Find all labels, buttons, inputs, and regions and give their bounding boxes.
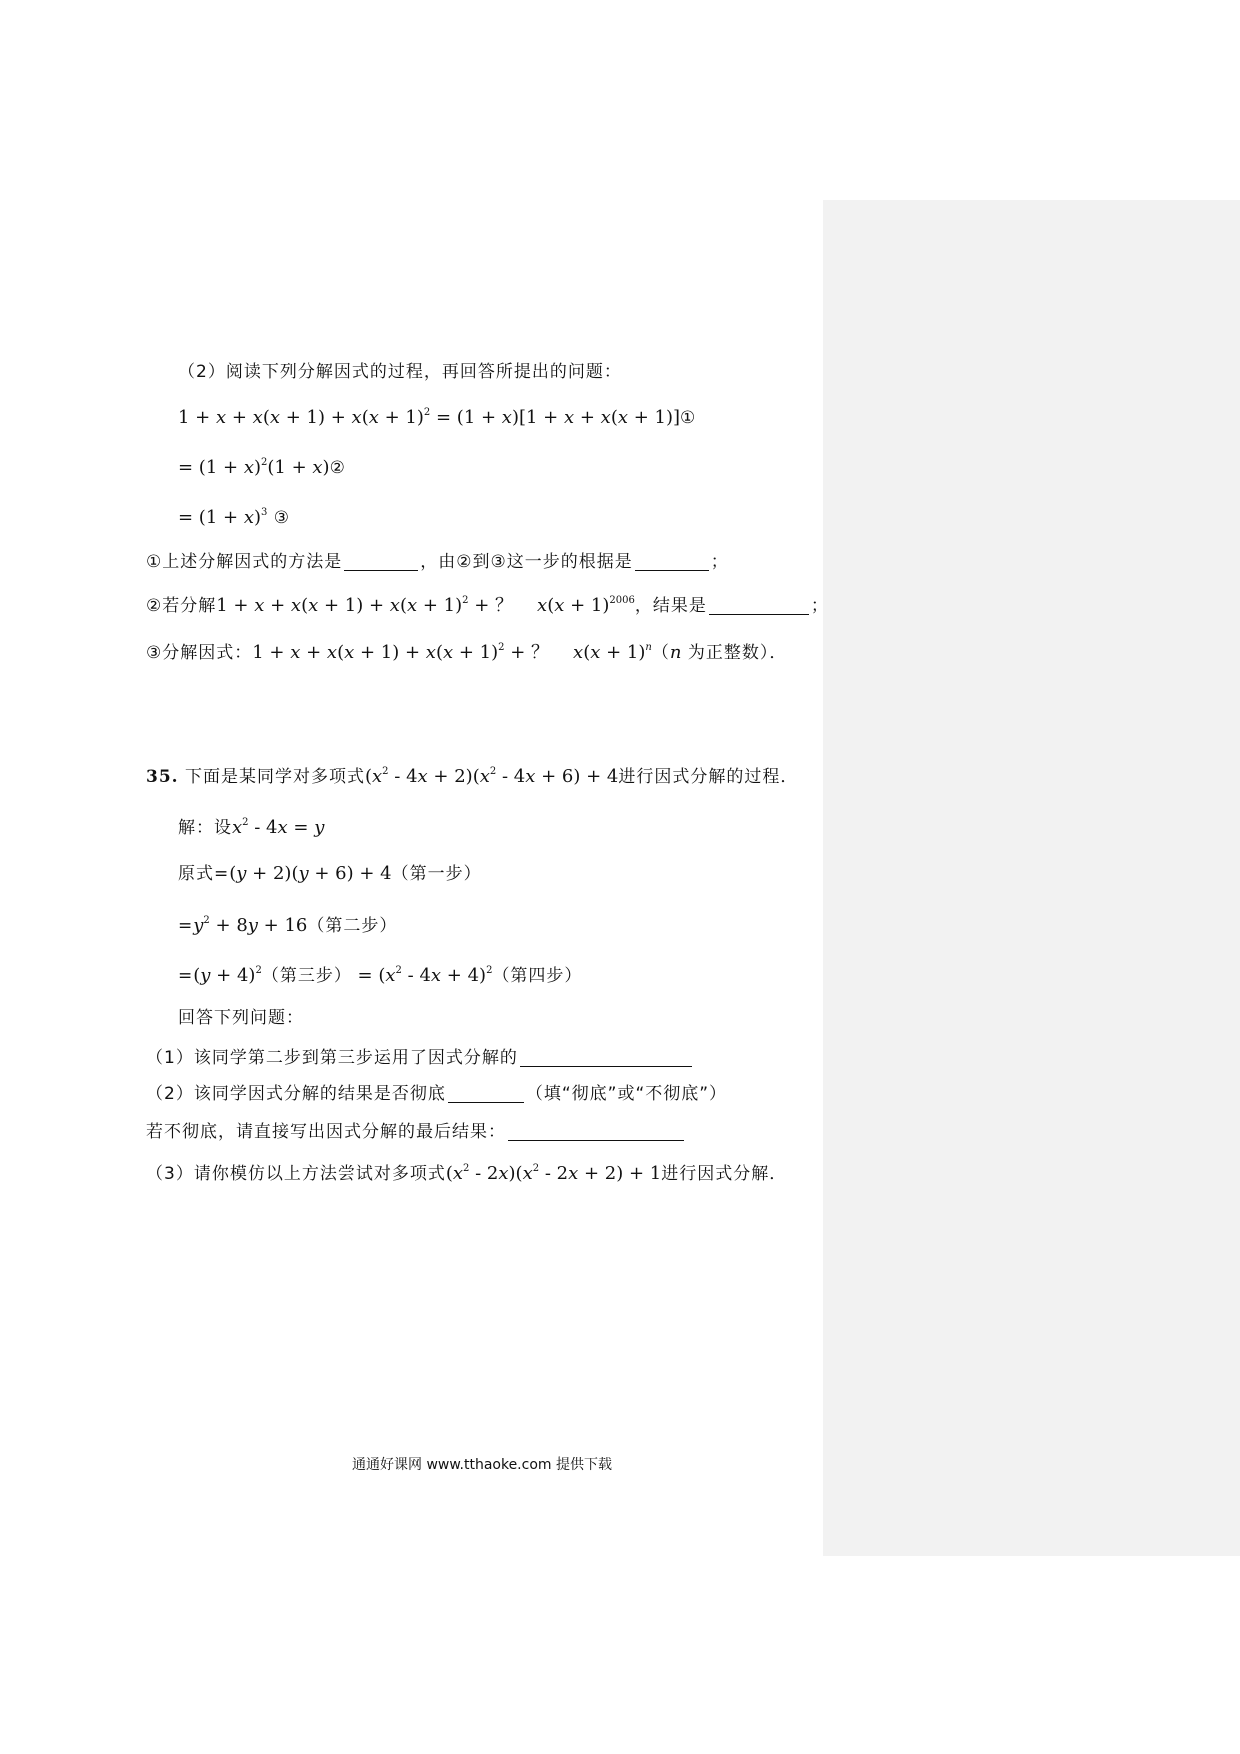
p35-text-b: 进行因式分解的过程． [618, 767, 799, 787]
problem-35: 35. 下面是某同学对多项式$(x^2 - 4x + 2)(x^2 - 4x + 6) + 4$进行因式分解的过程． [146, 766, 799, 787]
q1-blank-1[interactable] [344, 554, 418, 571]
a1-text: （1）该同学第二步到第三步运用了因式分解的 [146, 1048, 518, 1068]
a3-text-b: 进行因式分解． [661, 1164, 788, 1184]
q1-end: ； [710, 552, 729, 572]
solution-step-3-4: $=(y + 4)^2$（第三步） = $(x^2 - 4x + 4)^2$（第四步） [178, 965, 583, 986]
a2-blank[interactable] [448, 1086, 524, 1103]
part2-intro: （2）阅读下列分解因式的过程，再回答所提出的问题： [178, 362, 622, 382]
q1-text-b: ，由②到③这一步的根据是 [420, 552, 633, 572]
q2-text-a: ②若分解 [146, 596, 217, 616]
q2-end: ； [810, 596, 829, 616]
step1-text-a: 原式= [178, 864, 230, 884]
q2-unknown: ？ [495, 595, 514, 616]
a3-text-a: （3）请你模仿以上方法尝试对多项式 [146, 1164, 446, 1184]
a2-text-b: （填“彻底”或“不彻底”） [525, 1084, 728, 1104]
step4-label: （第四步） [492, 966, 583, 986]
a2-text-c: 若不彻底，请直接写出因式分解的最后结果： [146, 1122, 506, 1142]
answer-2-final [146, 1120, 686, 1144]
p35-text-a: 下面是某同学对多项式 [184, 767, 365, 787]
q3-text-c: 为正整数）． [681, 643, 788, 663]
a2-text-a: （2）该同学因式分解的结果是否彻底 [146, 1084, 446, 1104]
question-2: ②若分解$1 + x + x(x + 1) + x(x + 1)^2$ + ？ $x(x + 1)^{2006}$，结果是 ； [146, 595, 829, 616]
step1-label: （第一步） [391, 864, 482, 884]
comment-pane [823, 200, 1240, 1556]
sol-text: 解：设 [178, 818, 232, 838]
equation-step-2: = $(1 + x)^2(1$ + x)② [178, 457, 346, 478]
solution-step-1: 原式=(y + 2)(y + 6) + 4（第一步） [178, 863, 482, 884]
q3-n: n [669, 642, 682, 663]
solution-let: 解：设$x^2 - 4x = y$ [178, 817, 325, 838]
q1-blank-2[interactable] [635, 554, 709, 571]
q2-text-b: ，结果是 [634, 596, 707, 616]
equation-step-3: = $(1 + x)^3$ ③ [178, 507, 291, 528]
eq2-mark: ② [329, 458, 346, 478]
step2-label: （第二步） [307, 916, 398, 936]
page-footer: 通通好课网 www.tthaoke.com 提供下载 [352, 1457, 612, 1473]
equation-step-1: $1 + x + x(x + 1) + x(x + 1)^2 = (1 + x)[1 + x + x(x$ + 1)]① [178, 407, 697, 428]
step3-eq: = [178, 966, 194, 986]
a2-final-blank[interactable] [508, 1124, 684, 1141]
q3-text-b: （ [651, 643, 670, 663]
answer-1 [146, 1046, 694, 1070]
q2-blank[interactable] [709, 598, 809, 615]
question-3: ③分解因式：$1 + x + x(x + 1) + x(x + 1)^2$ + ？ $x(x + 1)^n(n$ 为正整数）． [146, 642, 788, 663]
answer-3: （3）请你模仿以上方法尝试对多项式$(x^2 - 2x)(x^2 - 2x + 2) + 1$进行因式分解． [146, 1163, 788, 1184]
eq3-mark: ③ [273, 508, 291, 528]
step3-label: （第三步） [261, 966, 352, 986]
a1-blank[interactable] [520, 1050, 692, 1067]
q3-unknown: ？ [531, 642, 550, 663]
q1-text-a: ①上述分解因式的方法是 [146, 552, 343, 572]
answer-intro: 回答下列问题： [178, 1008, 304, 1028]
q3-text-a: ③分解因式： [146, 643, 253, 663]
step2-eq: = [178, 916, 194, 936]
eq1-mark: ① [680, 408, 697, 428]
answer-2 [146, 1082, 727, 1106]
question-1 [146, 550, 729, 574]
problem-number: 35. [146, 767, 179, 787]
solution-step-2: $=y^2 + 8y + 16$（第二步） [178, 915, 398, 936]
